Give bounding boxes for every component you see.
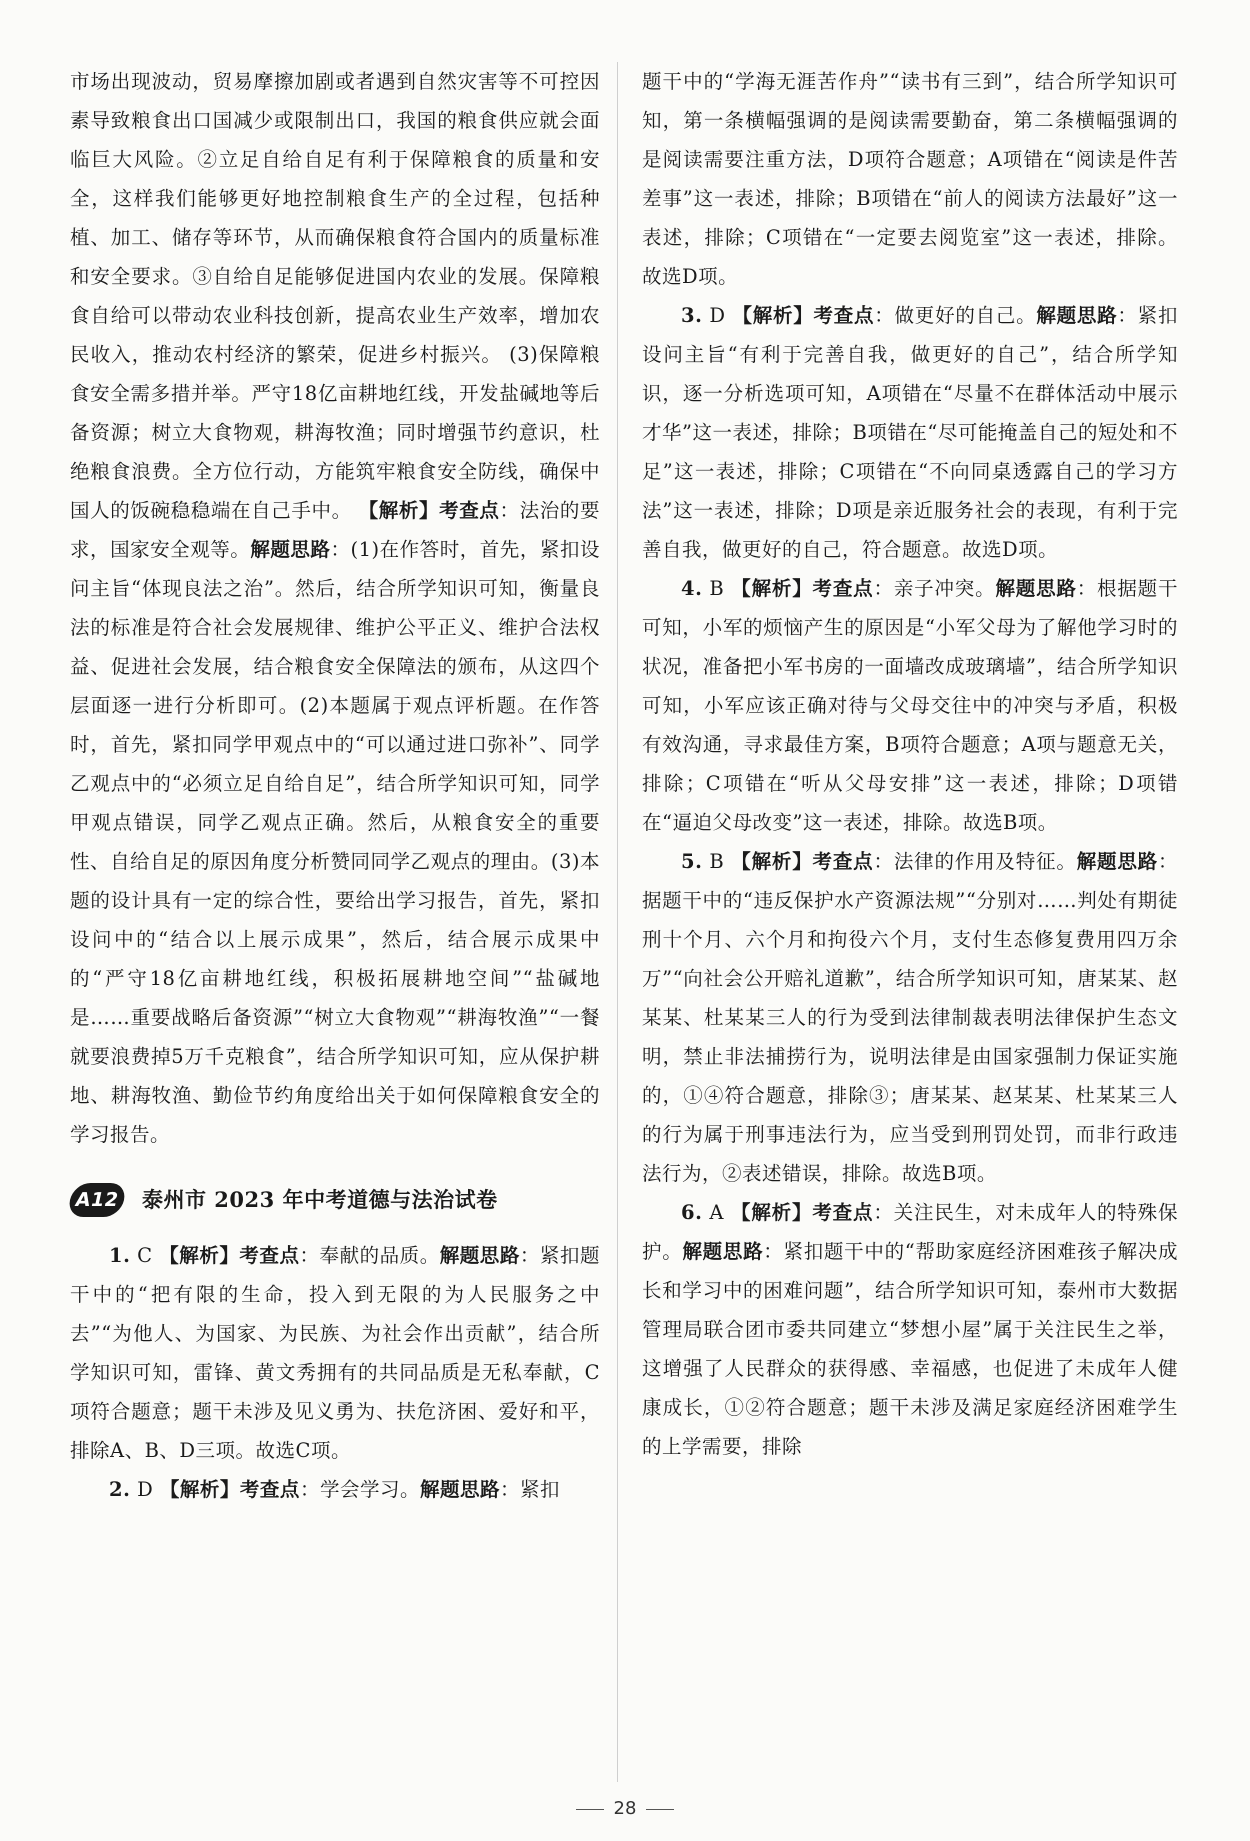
answer-letter: D (709, 304, 726, 327)
exam-point-text: ：亲子冲突。 (873, 577, 996, 600)
solution-label: 解题思路 (1076, 850, 1158, 873)
question-number: 5. (681, 850, 703, 873)
answer-letter: C (137, 1244, 153, 1267)
footer-dash-right (646, 1809, 674, 1810)
column-divider (617, 62, 618, 1782)
solution-text: ：根据题干可知，小军的烦恼产生的原因是“小军父母为了解他学习时的状况，准备把小军书房的一面墙改成玻璃墙”，结合所学知识可知，小军应该正确对待与父母交往中的冲突与矛盾，积极有效沟通，寻求最佳方案，B项符合题意；A项与题意无关，排除；C项错在“听从父母安排”这一表述，排除；D项错在“逼迫父母改变”这一表述，排除。故选B项。 (642, 577, 1178, 834)
left-column (70, 62, 600, 1509)
exam-point-text: ：法治的要求，国家安全观等。 (70, 499, 600, 561)
solution-label: 解题思路 (419, 1478, 500, 1501)
analysis-tag: 【解析】 (358, 499, 440, 522)
question-2 (70, 1470, 600, 1509)
page-footer (0, 1798, 1250, 1819)
solution-text: ：紧扣设问主旨“有利于完善自我，做更好的自己”，结合所学知识，逐一分析选项可知，A项错在“尽量不在群体活动中展示才华”这一表述，排除；B项错在“尽可能掩盖自己的短处和不足”这一表述，排除；C项错在“不向同桌透露自己的学习方法”这一表述，排除；D项是亲近服务社会的表现，有利于完善自我，做更好的自己，符合题意。故选D项。 (642, 304, 1178, 561)
solution-text: ：据题干中的“违反保护水产资源法规”“分别对……判处有期徒刑十个月、六个月和拘役六个月，支付生态修复费用四万余万”“向社会公开赔礼道歉”，结合所学知识可知，唐某某、赵某某、杜某某三人的行为受到法律制裁表明法律保护生态文明，禁止非法捕捞行为，说明法律是由国家强制力保证实施的，①④符合题意，排除③；唐某某、赵某某、杜某某三人的行为属于刑事违法行为，应当受到刑罚处罚，而非行政违法行为，②表述错误，排除。故选B项。 (642, 850, 1178, 1185)
exam-point-text: ：学会学习。 (299, 1478, 420, 1501)
analysis-tag: 【解析】 (159, 1478, 240, 1501)
question-number: 1. (109, 1244, 131, 1267)
exam-point-label: 考查点 (239, 1478, 300, 1501)
solution-text: ：紧扣 (499, 1478, 560, 1501)
question-number: 2. (109, 1478, 131, 1501)
answer-letter: D (137, 1478, 154, 1501)
exam-point-label: 考查点 (812, 1201, 874, 1224)
footer-dash-left (576, 1809, 604, 1810)
question-1 (70, 1236, 600, 1470)
solution-text: ：(1)在作答时，首先，紧扣设问主旨“体现良法之治”。然后，结合所学知识可知，衡量良法的标准是符合社会发展规律、维护公平正义、维护合法权益、促进社会发展，结合粮食安全保障法的颁布，从这四个层面逐一进行分析即可。(2)本题属于观点评析题。在作答时，首先，紧扣同学甲观点中的“可以通过进口弥补”、同学乙观点中的“必须立足自给自足”，结合所学知识可知，同学甲观点错误，同学乙观点正确。然后，从粮食安全的重要性、自给自足的原因角度分析赞同同学乙观点的理由。(3)本题的设计具有一定的综合性，要给出学习报告，首先，紧扣设问中的“结合以上展示成果”，然后，结合展示成果中的“严守18亿亩耕地红线，积极拓展耕地空间”“盐碱地是……重要战略后备资源”“树立大食物观”“耕海牧渔”“一餐就要浪费掉5万千克粮食”，结合所学知识可知，应从保护耕地、耕海牧渔、勤俭节约角度给出关于如何保障粮食安全的学习报告。 (70, 538, 600, 1146)
section-title: 泰州市 2023 年中考道德与法治试卷 (142, 1187, 498, 1212)
section-header (70, 1180, 600, 1220)
question-number: 3. (681, 304, 703, 327)
exam-point-label: 考查点 (439, 499, 500, 522)
question-5 (642, 842, 1178, 1193)
analysis-tag: 【解析】 (732, 304, 814, 327)
answer-letter: B (709, 850, 725, 873)
question-number: 4. (681, 577, 703, 600)
exam-point-text: ：关注民生，对未成年人的特殊保护。 (642, 1201, 1178, 1263)
solution-label: 解题思路 (682, 1240, 764, 1263)
page-number: 28 (613, 1798, 637, 1819)
answer-letter: A (709, 1201, 724, 1224)
exam-point-text: ：做更好的自己。 (874, 304, 1037, 327)
answer-letter: B (709, 577, 725, 600)
answer-paragraph (70, 62, 600, 1154)
exam-point-label: 考查点 (812, 577, 874, 600)
solution-text: 题干中的“学海无涯苦作舟”“读书有三到”，结合所学知识可知，第一条横幅强调的是阅读需要勤奋，第二条横幅强调的是阅读需要注重方法，D项符合题意；A项错在“阅读是件苦差事”这一表述，排除；B项错在“前人的阅读方法最好”这一表述，排除；C项错在“一定要去阅览室”这一表述，排除。故选D项。 (642, 70, 1178, 288)
solution-label: 解题思路 (439, 1244, 520, 1267)
question-4 (642, 569, 1178, 842)
answer-text: 市场出现波动，贸易摩擦加剧或者遇到自然灾害等不可控因素导致粮食出口国减少或限制出口，我国的粮食供应就会面临巨大风险。②立足自给自足有利于保障粮食的质量和安全，这样我们能够更好地控制粮食生产的全过程，包括种植、加工、储存等环节，从而确保粮食符合国内的质量标准和安全要求。③自给自足能够促进国内农业的发展。保障粮食自给可以带动农业科技创新，提高农业生产效率，增加农民收入，推动农村经济的繁荣，促进乡村振兴。 (3)保障粮食安全需多措并举。严守18亿亩耕地红线，开发盐碱地等后备资源；树立大食物观，耕海牧渔；同时增强节约意识，杜绝粮食浪费。全方位行动，方能筑牢粮食安全防线，确保中国人的饭碗稳稳端在自己手中。 (70, 70, 600, 522)
solution-label: 解题思路 (995, 577, 1077, 600)
solution-text: ：紧扣题干中的“把有限的生命，投入到无限的为人民服务之中去”“为他人、为国家、为民族、为社会作出贡献”，结合所学知识可知，雷锋、黄文秀拥有的共同品质是无私奉献，C项符合题意；题干未涉及见义勇为、扶危济困、爱好和平，排除A、B、D三项。故选C项。 (70, 1244, 600, 1462)
analysis-tag: 【解析】 (731, 577, 813, 600)
question-2-continued (642, 62, 1178, 296)
right-column (642, 62, 1178, 1466)
solution-label: 解题思路 (1036, 304, 1118, 327)
question-6 (642, 1193, 1178, 1466)
analysis-tag: 【解析】 (159, 1244, 240, 1267)
analysis-tag: 【解析】 (731, 1201, 813, 1224)
exam-point-text: ：奉献的品质。 (299, 1244, 440, 1267)
solution-label: 解题思路 (250, 538, 331, 561)
exam-point-label: 考查点 (239, 1244, 300, 1267)
question-3 (642, 296, 1178, 569)
section-badge: A12 (66, 1183, 127, 1217)
solution-text: ：紧扣题干中的“帮助家庭经济困难孩子解决成长和学习中的困难问题”，结合所学知识可知，泰州市大数据管理局联合团市委共同建立“梦想小屋”属于关注民生之举，这增强了人民群众的获得感、幸福感，也促进了未成年人健康成长，①②符合题意；题干未涉及满足家庭经济困难学生的上学需要，排除 (642, 1240, 1178, 1458)
question-number: 6. (681, 1201, 703, 1224)
exam-point-label: 考查点 (813, 304, 875, 327)
analysis-tag: 【解析】 (731, 850, 813, 873)
exam-point-text: ：法律的作用及特征。 (873, 850, 1077, 873)
exam-point-label: 考查点 (812, 850, 874, 873)
